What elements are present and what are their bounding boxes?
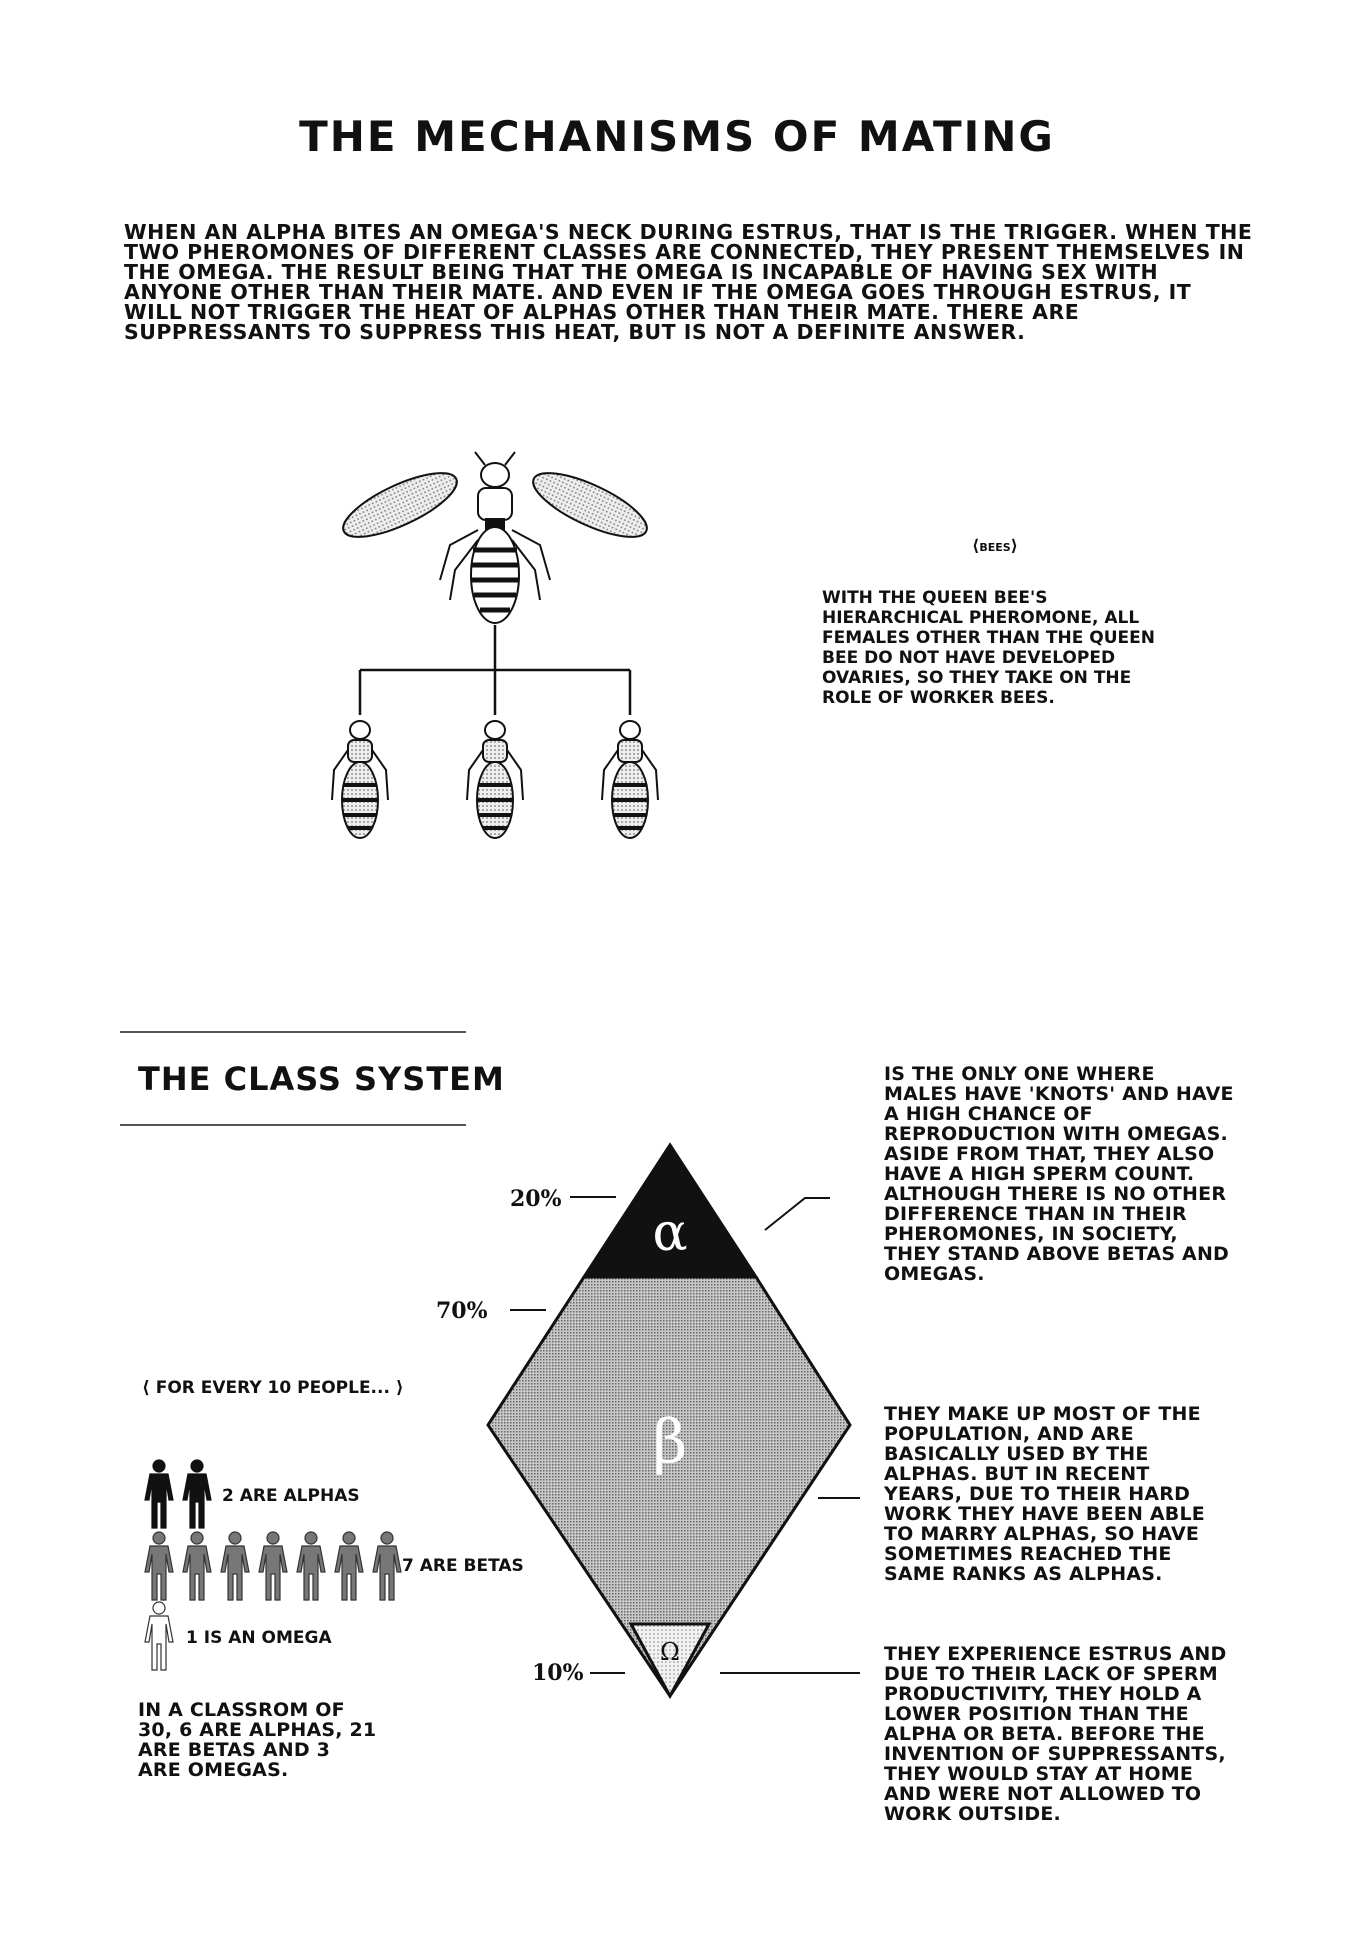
alpha-symbol: α [652,1203,688,1263]
pct-alpha: 20% [510,1186,562,1212]
pct-beta: 70% [436,1298,488,1324]
class-system-title: THE CLASS SYSTEM [138,1060,505,1098]
bees-caption: WITH THE QUEEN BEE'S HIERARCHICAL PHEROMONE, ALL FEMALES OTHER THAN THE QUEEN BEE DO NOT HAVE DEVELOPED OVARIES, SO THEY TAKE ON THE ROLE OF WORKER BEES. [822,588,1155,708]
betas-label: 7 ARE BETAS [402,1556,524,1576]
worker-bee-icon [467,721,523,838]
person-icon [142,1600,176,1672]
person-icon [180,1530,214,1602]
person-icon [180,1458,214,1530]
beta-symbol: β [652,1407,688,1477]
beta-people-row [142,1530,404,1602]
person-icon [332,1530,366,1602]
alphas-label: 2 ARE ALPHAS [222,1486,360,1506]
classroom-note: IN A CLASSROM OF 30, 6 ARE ALPHAS, 21 ARE BETAS AND 3 ARE OMEGAS. [138,1699,377,1781]
person-icon [256,1530,290,1602]
divider [120,1124,466,1126]
worker-bee-icon [602,721,658,838]
person-icon [218,1530,252,1602]
worker-bee-icon [332,721,388,838]
person-icon [294,1530,328,1602]
people-header: ⟨ FOR EVERY 10 PEOPLE... ⟩ [142,1378,404,1398]
class-diamond-diagram [420,1140,870,1700]
alpha-description: IS THE ONLY ONE WHERE MALES HAVE 'KNOTS' AND HAVE A HIGH CHANCE OF REPRODUCTION WITH OMEGAS. ASIDE FROM THAT, THEY ALSO HAVE A HIGH SPERM COUNT. ALTHOUGH THERE IS NO OTHER DIFFERENCE THAN IN THEIR PHEROMONES, IN SOCIETY, THEY STAND ABOVE BETAS AND OMEGAS. [884,1063,1234,1285]
omega-label: 1 IS AN OMEGA [186,1628,332,1648]
queen-bee-icon [335,452,654,623]
omega-people-row [142,1600,176,1672]
page-title: THE MECHANISMS OF MATING [299,112,1055,161]
person-icon [142,1458,176,1530]
omega-symbol: Ω [660,1638,680,1666]
bees-label: ⟨BEES⟩ [972,536,1018,555]
pct-omega: 10% [532,1660,584,1686]
omega-description: THEY EXPERIENCE ESTRUS AND DUE TO THEIR LACK OF SPERM PRODUCTIVITY, THEY HOLD A LOWER POSITION THAN THE ALPHA OR BETA. BEFORE THE INVENTION OF SUPPRESSANTS, THEY WOULD STAY AT HOME AND WERE NOT ALLOWED TO WORK OUTSIDE. [884,1643,1227,1825]
divider [120,1031,466,1033]
alpha-people-row [142,1458,214,1530]
person-icon [370,1530,404,1602]
bee-hierarchy-illustration [330,450,660,870]
beta-description: THEY MAKE UP MOST OF THE POPULATION, AND ARE BASICALLY USED BY THE ALPHAS. BUT IN RECENT YEARS, DUE TO THEIR HARD WORK THEY HAVE BEEN ABLE TO MARRY ALPHAS, SO HAVE SOMETIMES REACHED THE SAME RANKS AS ALPHAS. [884,1403,1205,1585]
person-icon [142,1530,176,1602]
intro-paragraph: WHEN AN ALPHA BITES AN OMEGA'S NECK DURING ESTRUS, THAT IS THE TRIGGER. WHEN THE TWO PHEROMONES OF DIFFERENT CLASSES ARE CONNECTED, THEY PRESENT THEMSELVES IN THE OMEGA. THE RESULT BEING THAT THE OMEGA IS INCAPABLE OF HAVING SEX WITH ANYONE OTHER THAN THEIR MATE. AND EVEN IF THE OMEGA GOES THROUGH ESTRUS, IT WILL NOT TRIGGER THE HEAT OF ALPHAS OTHER THAN THEIR MATE. THERE ARE SUPPRESSANTS TO SUPPRESS THIS HEAT, BUT IS NOT A DEFINITE ANSWER. [124,220,1253,344]
